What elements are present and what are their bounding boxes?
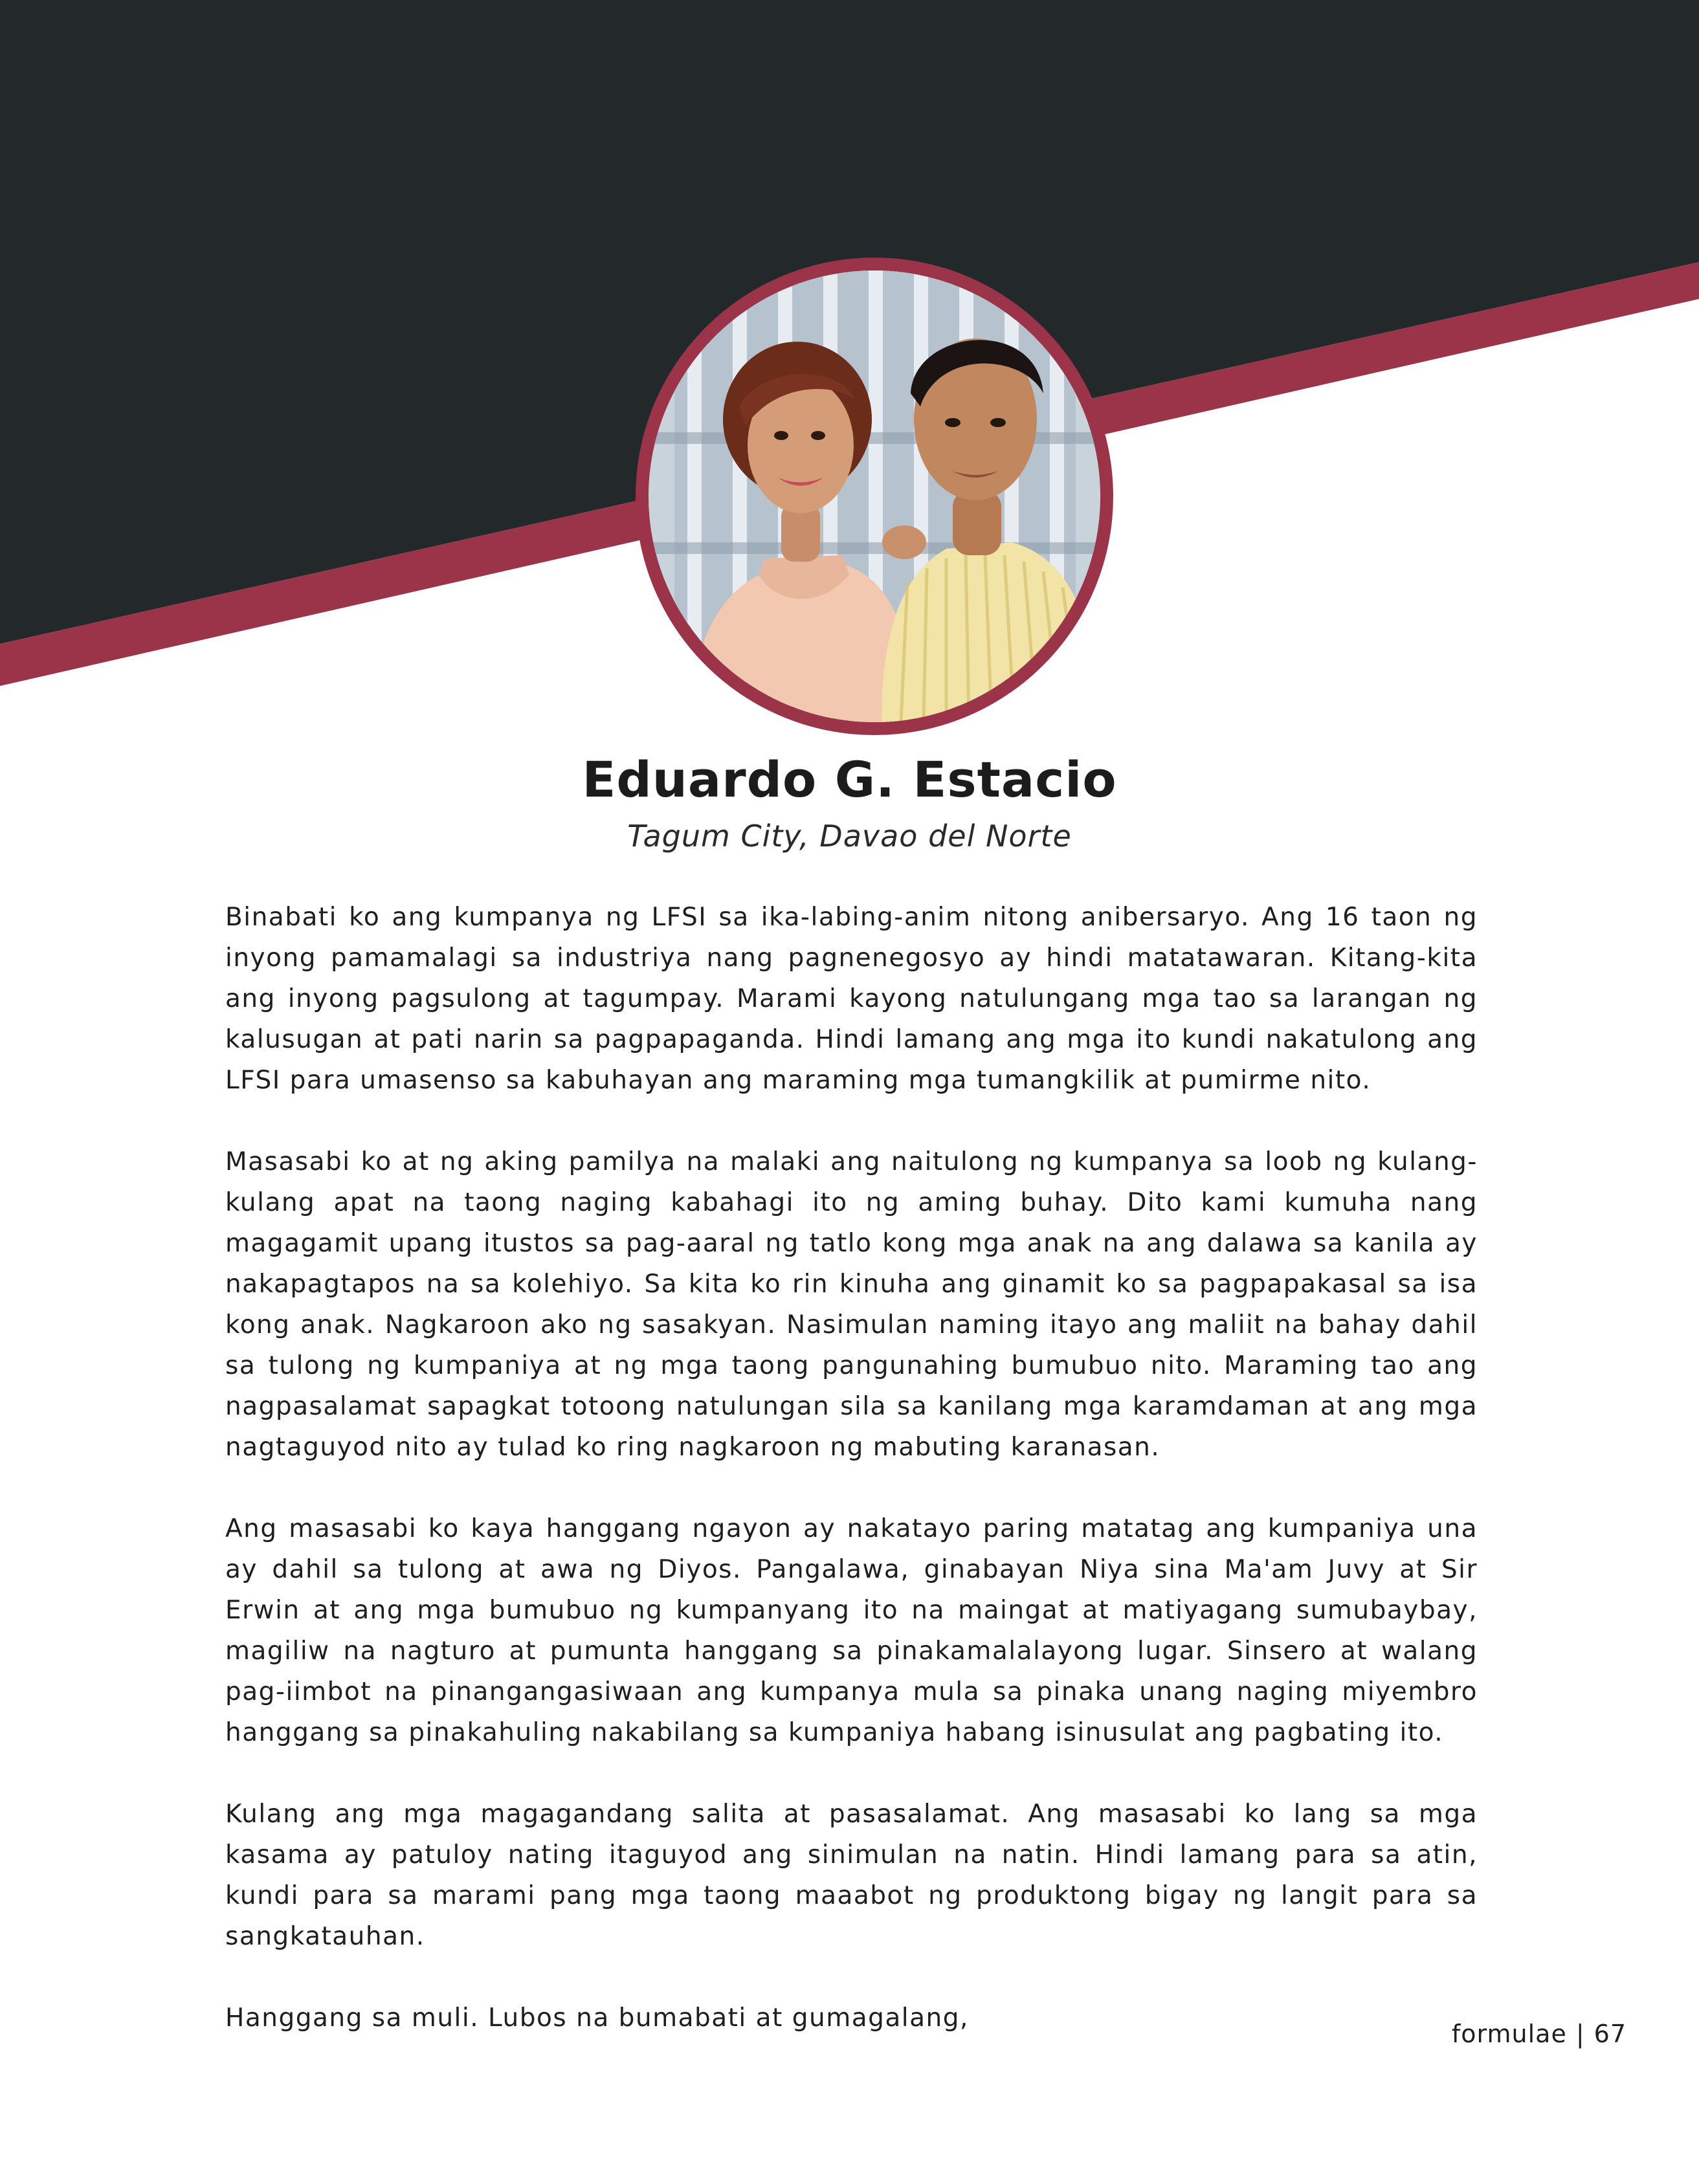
paragraph: Masasabi ko at ng aking pamilya na malaki ang naitulong ng kumpanya sa loob ng kulang-kulang apat na taong naging kabahagi ito ng aming buhay. Dito kami kumuha nang magagamit upang itustos sa pag-aaral ng tatlo kong mga anak na ang dalawa sa kanila ay nakapagtapos na sa kolehiyo. Sa kita ko rin kinuha ang ginamit ko sa pagpapakasal sa isa kong anak. Nagkaroon ako ng sasakyan. Nasimulan naming itayo ang maliit na bahay dahil sa tulong ng kumpaniya at ng mga taong pangunahing bumubuo nito. Maraming tao ang nagpasalamat sapagkat totoong natulungan sila sa kanilang mga karamdaman at ang mga nagtaguyod nito ay tulad ko ring nagkaroon ng mabuting karanasan. <box>225 1147 1478 1462</box>
publication-name: formulae <box>1451 2020 1567 2048</box>
footer-separator: | <box>1575 2020 1585 2048</box>
couple-portrait-illustration <box>649 270 1100 722</box>
person-name: Eduardo G. Estacio <box>582 751 1117 808</box>
article-body <box>225 897 1478 2079</box>
paragraph: Binabati ko ang kumpanya ng LFSI sa ika-labing-anim nitong anibersaryo. Ang 16 taon ng inyong pamamalagi sa industriya nang pagnenegosyo ay hindi matatawaran. Kitang-kita ang inyong pagsulong at tagumpay. Marami kayong natulungang mga tao sa larangan ng kalusugan at pati narin sa pagpapaganda. Hindi lamang ang mga ito kundi nakatulong ang LFSI para umasenso sa kabuhayan ang maraming mga tumangkilik at pumirme nito. <box>225 903 1478 1095</box>
page-number: 67 <box>1594 2020 1627 2048</box>
paragraph: Ang masasabi ko kaya hanggang ngayon ay nakatayo paring matatag ang kumpaniya una ay dahil sa tulong at awa ng Diyos. Pangalawa, ginabayan Niya sina Ma'am Juvy at Sir Erwin at ang mga bumubuo ng kumpanyang ito na maingat at matiyagang sumubaybay, magiliw na nagturo at pumunta hanggang sa pinakamalalayong lugar. Sinsero at walang pag-iimbot na pinangangasiwaan ang kumpanya mula sa pinaka unang naging miyembro hanggang sa pinakahuling nakabilang sa kumpaniya habang isinusulat ang pagbating ito. <box>225 1514 1478 1747</box>
profile-photo <box>649 270 1100 722</box>
person-location: Tagum City, Davao del Norte <box>627 819 1072 854</box>
paragraph: Hanggang sa muli. Lubos na bumabati at gumagalang, <box>225 2003 969 2033</box>
page-footer <box>1452 2018 1627 2050</box>
paragraph: Kulang ang mga magagandang salita at pasasalamat. Ang masasabi ko lang sa mga kasama ay patuloy nating itaguyod ang sinimulan na natin. Hindi lamang para sa atin, kundi para sa marami pang mga taong maaabot ng produktong bigay ng langit para sa sangkatauhan. <box>225 1800 1478 1951</box>
